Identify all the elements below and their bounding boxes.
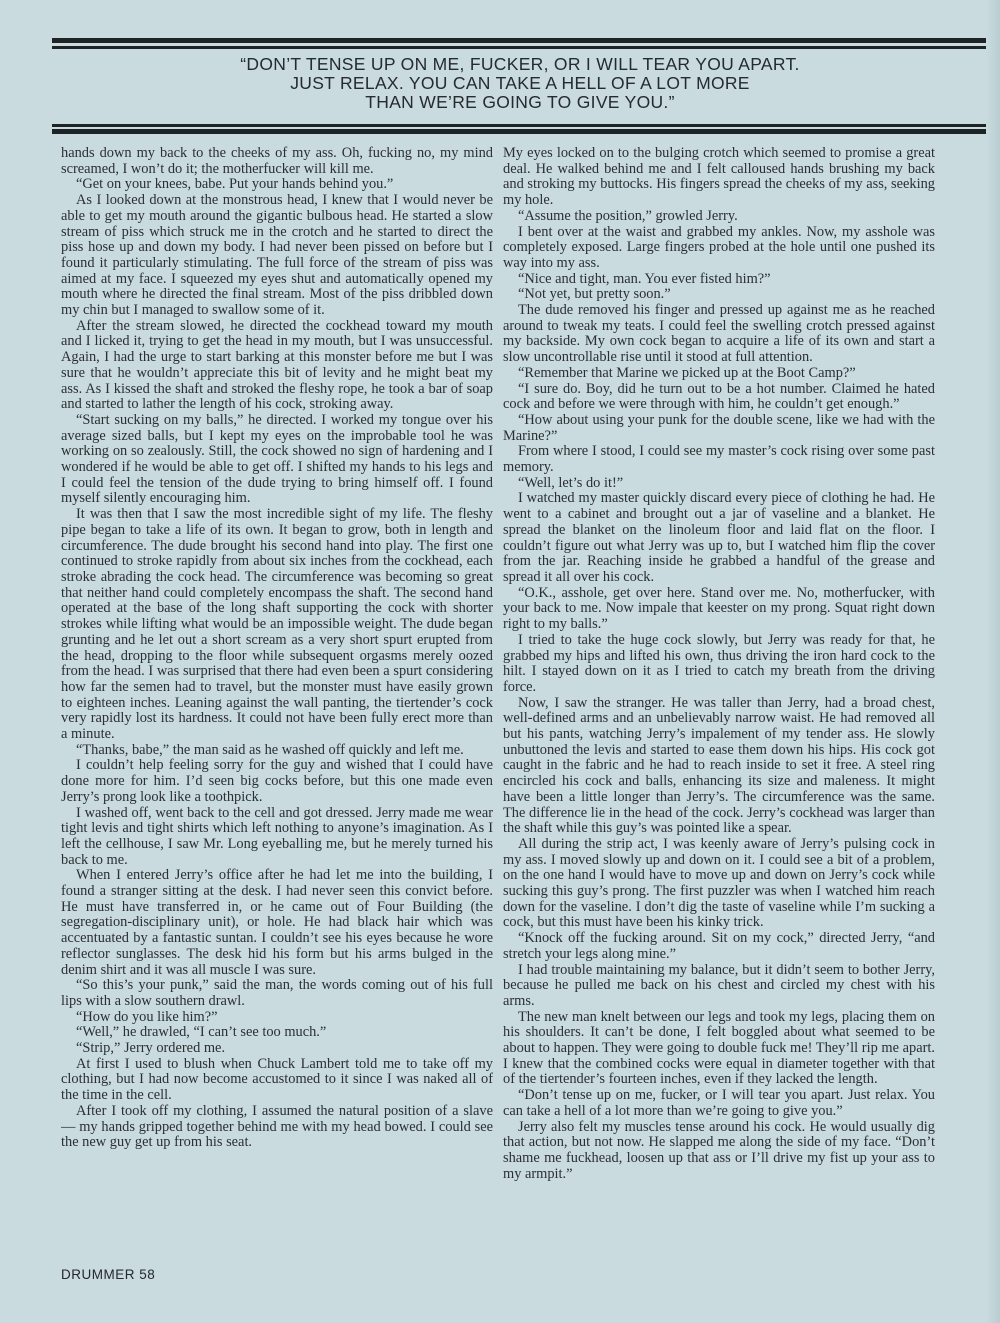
page-edge-shadow xyxy=(986,0,1000,1323)
page-folio: DRUMMER 58 xyxy=(61,1267,156,1282)
paragraph: “Well, let’s do it!” xyxy=(518,474,624,491)
paragraph: Now, I saw the stranger. He was taller than Jerry, had a broad chest, well-defined arms and an unbelievably narrow waist. He had removed all but his pants, watching Jerry’s impalement of my tender ass. He slowly unbuttoned the levis and started to ease them down his hips. His cock got caught in the fabric and he had to reach inside to set it free. A steel ring encircled his cock and balls, enhancing its size and maleness. It might have been a little longer than Jerry’s. The circumference was the same. The difference lie in the head of the cock. Jerry’s cockhead was larger than the shaft while this guy’s was pointed like a spear. xyxy=(503,694,935,837)
paragraph: “Remember that Marine we picked up at the Boot Camp?” xyxy=(518,364,856,381)
paragraph: “Knock off the fucking around. Sit on my cock,” directed Jerry, “and stretch your legs along mine.” xyxy=(503,930,935,962)
bottom-rule-thin xyxy=(52,124,988,127)
pull-quote xyxy=(60,55,980,112)
paragraph: “Nice and tight, man. You ever fisted him?” xyxy=(518,270,771,287)
paragraph: “Strip,” Jerry ordered me. xyxy=(76,1040,226,1057)
paragraph: At first I used to blush when Chuck Lambert told me to take off my clothing, but I had now become accustomed to it since I was naked all of the time in the cell. xyxy=(61,1055,493,1104)
paragraph: I had trouble maintaining my balance, but it didn’t seem to bother Jerry, because he pulled me back on his chest and circled my chest with his arms. xyxy=(503,961,935,1009)
paragraph: “I sure do. Boy, did he turn out to be a hot number. Claimed he hated cock and before we were through with him, he couldn’t get enough.” xyxy=(503,380,935,413)
paragraph: After I took off my clothing, I assumed the natural position of a slave — my hands gripped together behind me with my head bowed. I could see the new guy get up from his seat. xyxy=(61,1102,493,1151)
pull-quote-line: THAN WE’RE GOING TO GIVE YOU.” xyxy=(365,92,675,112)
paragraph: “Get on your knees, babe. Put your hands behind you.” xyxy=(76,176,394,193)
paragraph: Jerry also felt my muscles tense around his cock. He would usually dig that action, but not now. He slapped me along the side of my face. “Don’t shame me fuckhead, loosen up that ass or I’ll drive my fist up your ass to my armpit.” xyxy=(503,1118,935,1182)
top-rule-thick xyxy=(52,38,988,43)
paragraph: The dude removed his finger and pressed up against me as he reached around to tweak my teats. I could feel the swelling crotch pressed against my backside. My own cock began to acquire a life of its own and start a slow uncontrollable rise until it stood at full attention. xyxy=(503,302,935,366)
paragraph: All during the strip act, I was keenly aware of Jerry’s pulsing cock in my ass. I moved slowly up and down on it. I could see a bit of a problem, on the one hand I would have to move up and down on Jerry’s cock while sucking this guy’s prong. The first puzzler was when I watched him reach down for the vaseline. I don’t dig the taste of vaseline while I’m sucking a cock, but this must have been his kinky trick. xyxy=(503,835,935,931)
paragraph: “How do you like him?” xyxy=(76,1008,218,1025)
paragraph: I watched my master quickly discard every piece of clothing he had. He went to a cabinet and brought out a jar of vaseline and a blanket. He spread the blanket on the linoleum floor and laid flat on the floor. I couldn’t figure out what Jerry was up to, but I watched him flip the cover from the jar. Reaching inside he grabbed a handful of the grease and spread it all over his cock. xyxy=(503,490,935,585)
paragraph: “O.K., asshole, get over here. Stand over me. No, motherfucker, with your back to me. Now impale that keester on my prong. Squat right down right to my balls.” xyxy=(503,584,935,633)
paragraph: The new man knelt between our legs and took my legs, placing them on his shoulders. It can’t be done, I felt boggled about what seemed to be about to happen. They were going to double fuck me! They’ll rip me apart. I knew that the combined cocks were equal in diameter together with that of the tiertender’s fourteen inches, even if they lacked the length. xyxy=(503,1008,935,1088)
right-text-column xyxy=(503,146,935,1271)
paragraph: “Assume the position,” growled Jerry. xyxy=(518,207,738,224)
paragraph: My eyes locked on to the bulging crotch which seemed to promise a great deal. He walked behind me and I felt calloused hands brushing my back and stroking my buttocks. His fingers spread the cheeks of my ass, seeking my hole. xyxy=(503,146,935,209)
paragraph: It was then that I saw the most incredible sight of my life. The fleshy pipe began to take a life of its own. It began to grow, both in length and circumference. The dude brought his second hand into play. The first one continued to stroke rapidly from about six inches from the cockhead, each stroke abrading the cock head. The circumference was becoming so great that neither hand could completely encompass the shaft. The second hand operated at the base of the long shaft supporting the cock with shorter strokes while lifting what would be an impossible weight. The dude began grunting and he let out a short scream as a very short spurt erupted from the head, dropping to the floor while subsequent orgasms merely oozed from the head. I was surprised that there had even been a spurt considering how far the semen had to travel, but the monster must have easily grown to eighteen inches. Leaning against the wall panting, the tiertender’s cock very rapidly lost its hardness. It could not have been fully erect more than a minute. xyxy=(61,506,493,743)
paragraph: I tried to take the huge cock slowly, but Jerry was ready for that, he grabbed my hips and lifted his own, thus driving the iron hard cock to the hilt. I stayed down on it as I tried to catch my breath from the driving force. xyxy=(503,631,935,695)
pull-quote-line: “DON’T TENSE UP ON ME, FUCKER, OR I WILL TEAR YOU APART. xyxy=(240,54,800,74)
paragraph: “Don’t tense up on me, fucker, or I will tear you apart. Just relax. You can take a hell of a lot more than we’re going to give you.” xyxy=(503,1087,935,1119)
left-text-column xyxy=(61,146,493,1258)
top-rule-thin xyxy=(52,46,988,49)
paragraph: “So this’s your punk,” said the man, the words coming out of his full lips with a slow southern drawl. xyxy=(61,977,493,1009)
paragraph: As I looked down at the monstrous head, I knew that I would never be able to get my mouth around the gigantic bulbous head. He started a slow stream of piss which struck me in the crotch and he started to direct the piss hose up and down my body. I had never been pissed on before but I found it particularly stimulating. The full force of the stream of piss was aimed at my face. I squeezed my eyes shut and automatically opened my mouth where he directed the final stream. Most of the piss dribbled down my chin but I managed to swallow some of it. xyxy=(61,192,493,319)
paragraph: “Start sucking on my balls,” he directed. I worked my tongue over his average sized balls, but I kept my eyes on the improbable tool he was working on so zealously. Still, the cock showed no sign of hardening and I wondered if he would be able to get off. I shifted my hands to his legs and I could feel the tension of the dude trying to bring himself off. I found myself silently encouraging him. xyxy=(61,411,493,507)
paragraph: “Thanks, babe,” the man said as he washed off quickly and left me. xyxy=(76,741,464,758)
paragraph: I bent over at the waist and grabbed my ankles. Now, my asshole was completely exposed. Large fingers probed at the hole until one pushed its way into my ass. xyxy=(503,223,935,271)
paragraph: I couldn’t help feeling sorry for the guy and wished that I could have done more for him. I’d seen big cocks before, but this one made even Jerry’s prong look like a toothpick. xyxy=(61,757,493,805)
paragraph: After the stream slowed, he directed the cockhead toward my mouth and I licked it, trying to get the head in my mouth, but I was unsuccessful. Again, I had the urge to start barking at this monster before me but I was sure that he wouldn’t appreciate this bit of levity and he might beat my ass. As I kissed the shaft and stroked the fleshy rope, he took a bar of soap and started to lather the length of his cock, stroking away. xyxy=(61,317,493,413)
paragraph: “How about using your punk for the double scene, like we had with the Marine?” xyxy=(503,411,935,444)
paragraph: When I entered Jerry’s office after he had let me into the building, I found a stranger sitting at the desk. I had never seen this convict before. He must have transferred in, or he came out of Four Building (the segregation-disciplinary unit), or hole. He had black hair which was accentuated by a fantastic suntan. I couldn’t see his eyes because he wore reflector sunglasses. The desk hid his form but his arms bulged in the denim shirt and it was all muscle I was sure. xyxy=(61,867,493,978)
paragraph: I washed off, went back to the cell and got dressed. Jerry made me wear tight levis and tight shirts which left nothing to anyone’s imagination. As I left the cellhouse, I saw Mr. Long eyeballing me, but he merely turned his back to me. xyxy=(61,804,493,868)
pull-quote-line: JUST RELAX. YOU CAN TAKE A HELL OF A LOT MORE xyxy=(290,73,750,93)
paragraph: hands down my back to the cheeks of my ass. Oh, fucking no, my mind screamed, I won’t do it; the motherfucker will kill me. xyxy=(61,146,493,177)
paragraph: “Well,” he drawled, “I can’t see too much.” xyxy=(76,1024,327,1041)
paragraph: From where I stood, I could see my master’s cock rising over some past memory. xyxy=(503,443,935,476)
bottom-rule-thick xyxy=(52,129,988,134)
paragraph: “Not yet, but pretty soon.” xyxy=(518,286,671,303)
